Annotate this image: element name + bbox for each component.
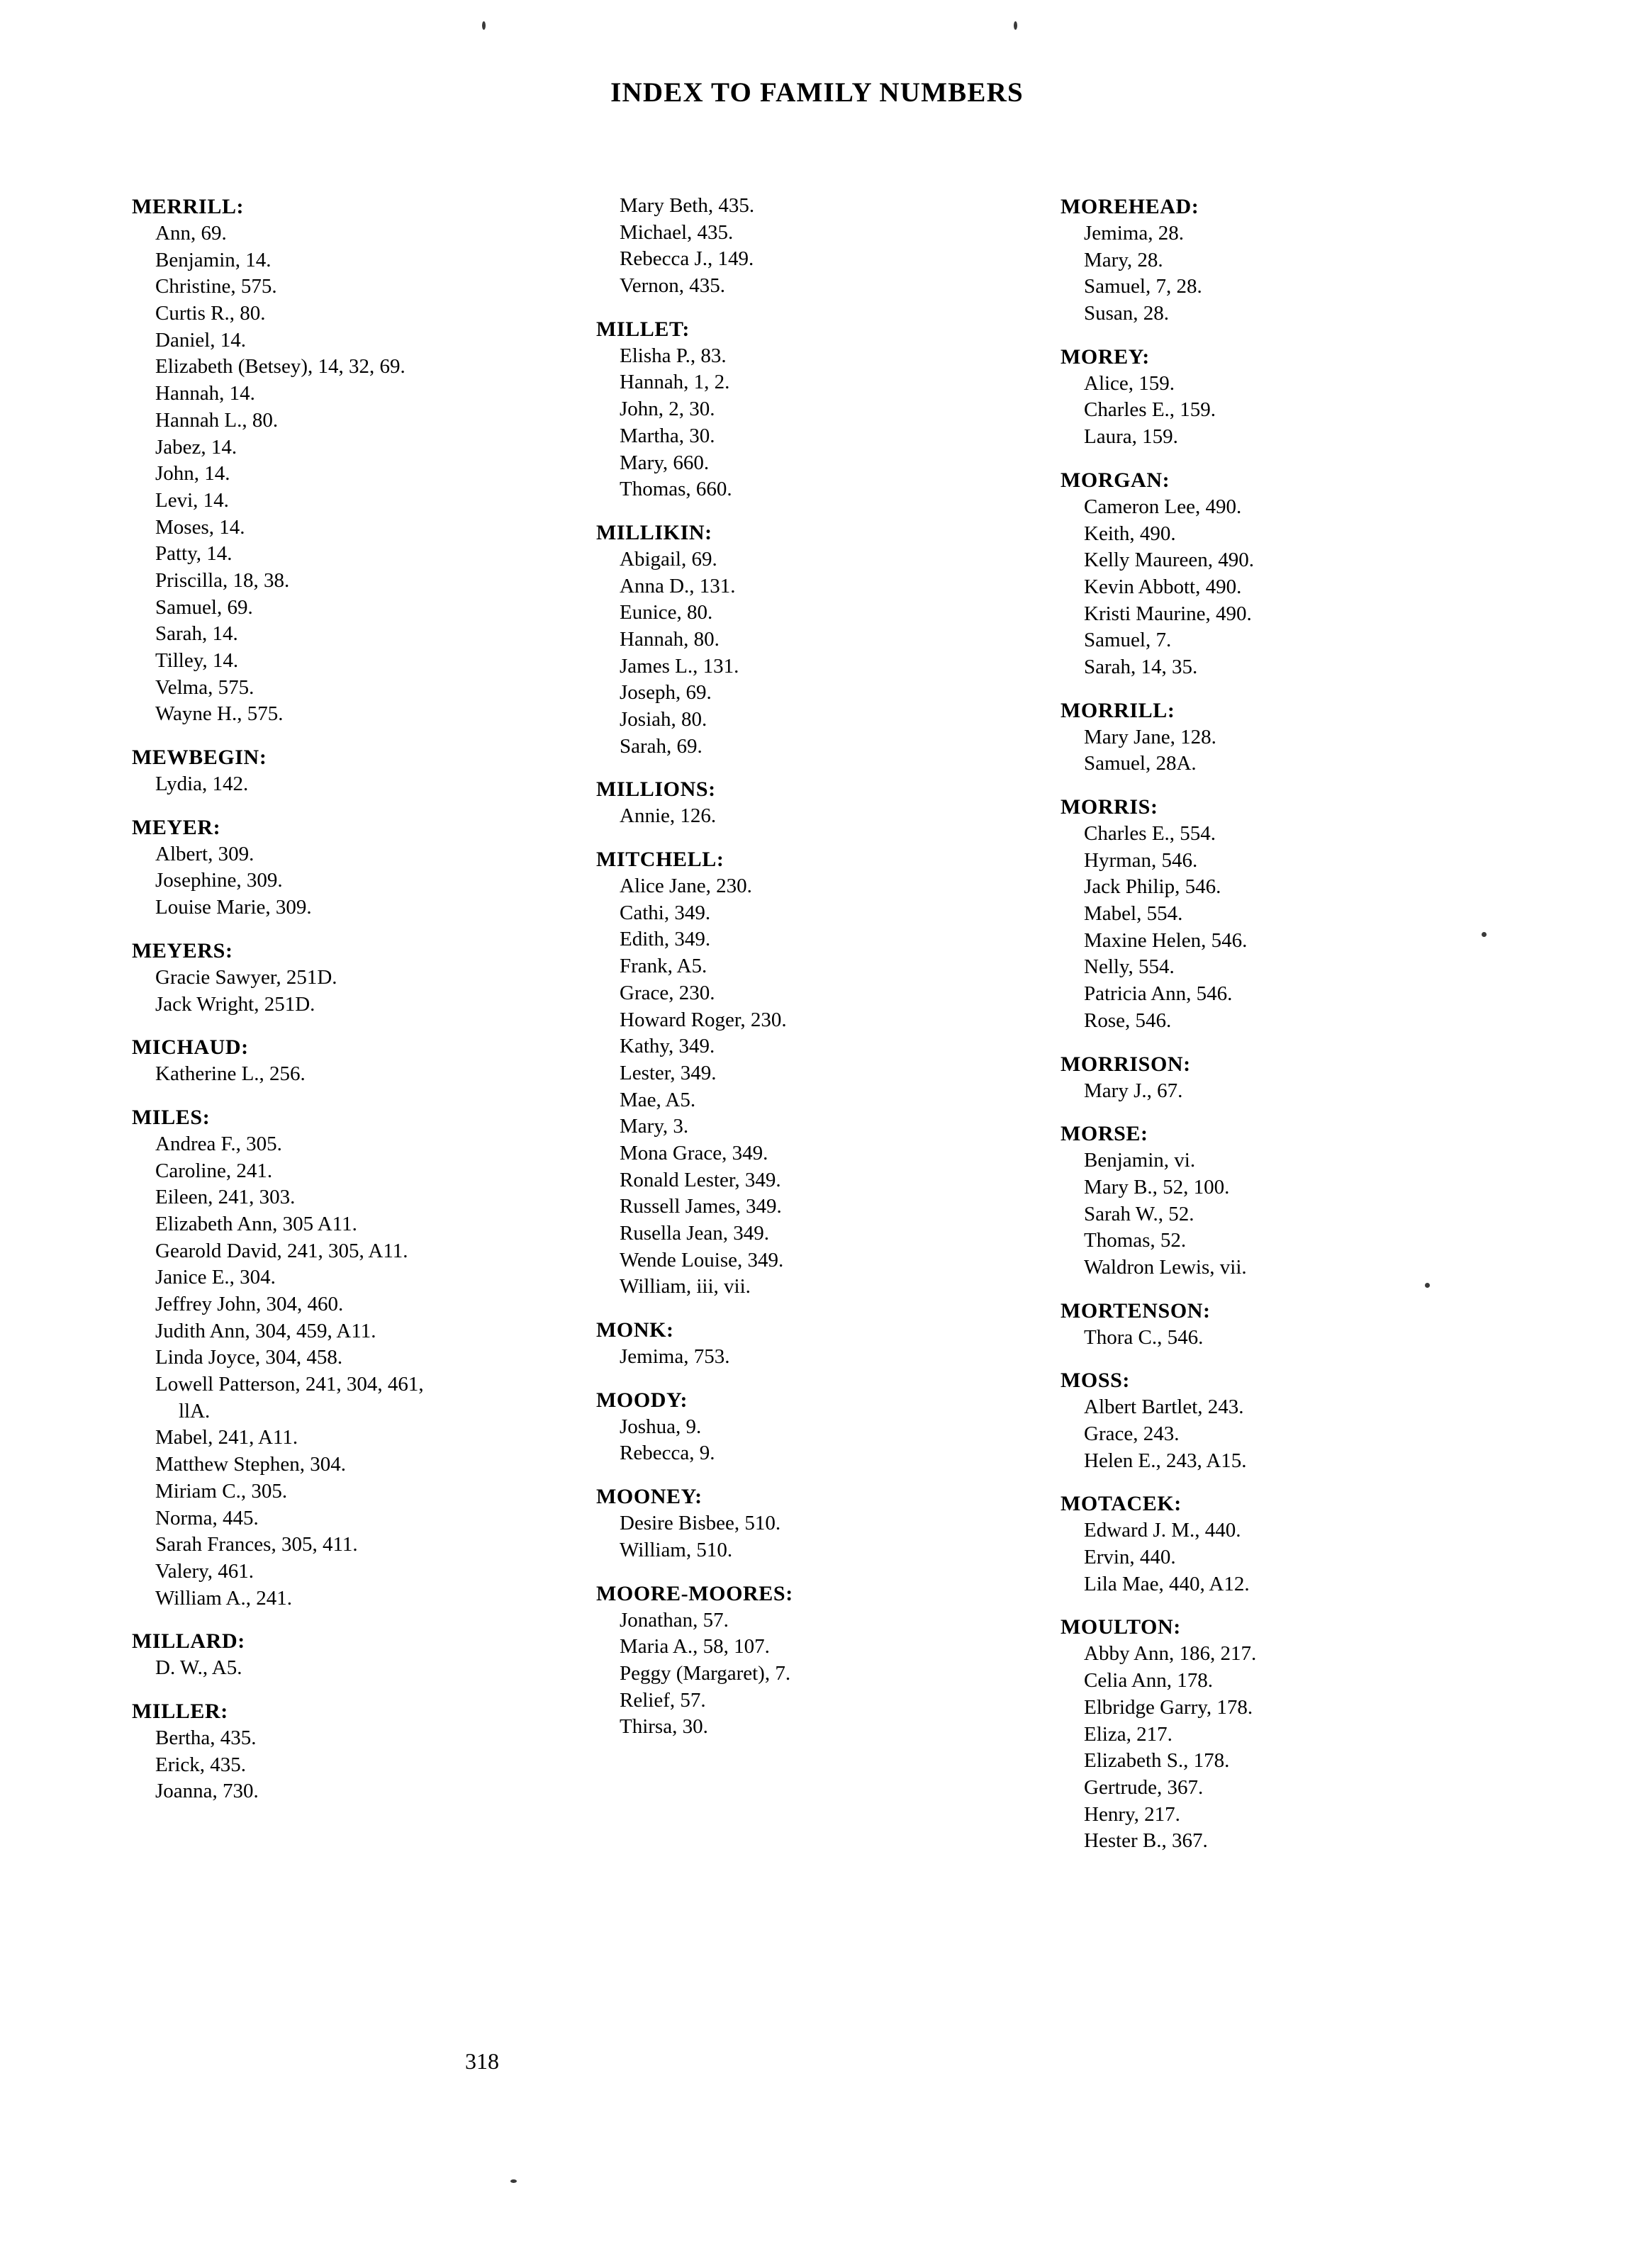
surname-heading: MONK:	[596, 1318, 674, 1342]
index-entry: Mae, A5.	[620, 1088, 696, 1111]
index-entry: Sarah, 14, 35.	[1084, 655, 1198, 678]
index-entry: Mary B., 52, 100.	[1084, 1175, 1230, 1198]
index-entry: John, 2, 30.	[620, 398, 715, 421]
index-entry: Benjamin, vi.	[1084, 1149, 1196, 1172]
index-entry: Rose, 546.	[1084, 1009, 1172, 1032]
index-entry: Erick, 435.	[155, 1753, 247, 1776]
index-group	[132, 743, 564, 798]
index-entry: Hannah, 80.	[620, 627, 720, 651]
index-entry: Edith, 349.	[620, 928, 711, 951]
index-entry: Kevin Abbott, 490.	[1084, 575, 1242, 598]
index-entry: Matthew Stephen, 304.	[155, 1453, 347, 1476]
index-entry: Kristi Maurine, 490.	[1084, 602, 1252, 625]
index-entry: Ann, 69.	[155, 222, 227, 245]
index-group	[132, 1104, 564, 1612]
index-entry: Judith Ann, 304, 459, A11.	[155, 1319, 376, 1342]
index-entry: James L., 131.	[620, 654, 739, 678]
index-entry: Katherine L., 256.	[155, 1062, 306, 1086]
index-entry: Ervin, 440.	[1084, 1546, 1176, 1569]
index-group	[596, 1316, 1029, 1371]
index-entry: Sarah Frances, 305, 411.	[155, 1533, 358, 1556]
surname-heading: MOTACEK:	[1061, 1492, 1182, 1516]
surname-heading: MITCHELL:	[596, 848, 724, 872]
surname-heading: MILES:	[132, 1105, 211, 1129]
index-column	[1061, 193, 1493, 1870]
index-group	[1061, 697, 1493, 777]
surname-heading: MILLARD:	[132, 1629, 245, 1654]
index-entry: Nelly, 554.	[1084, 955, 1175, 979]
index-entry: Louise Marie, 309.	[155, 896, 312, 919]
index-entry: llA.	[179, 1399, 211, 1422]
index-entry: Christine, 575.	[155, 275, 277, 298]
index-entry: William A., 241.	[155, 1586, 292, 1610]
index-entry: Mabel, 241, A11.	[155, 1426, 298, 1449]
surname-heading: MOORE-MOORES:	[596, 1581, 793, 1605]
index-entry: Charles E., 159.	[1084, 398, 1216, 422]
index-entry: Josephine, 309.	[155, 869, 283, 892]
scan-speck	[482, 21, 486, 30]
index-group	[596, 1386, 1029, 1467]
index-entry: Jeffrey John, 304, 460.	[155, 1293, 344, 1315]
index-entry: Rebecca, 9.	[620, 1442, 715, 1465]
index-entry: Eliza, 217.	[1084, 1722, 1173, 1746]
surname-heading: MORRILL:	[1061, 698, 1175, 722]
index-entry: Waldron Lewis, vii.	[1084, 1255, 1247, 1279]
index-entry: Patricia Ann, 546.	[1084, 982, 1233, 1006]
index-group	[1061, 1490, 1493, 1598]
index-entry: Tilley, 14.	[155, 649, 239, 672]
index-entry: Sarah, 69.	[620, 734, 703, 758]
index-entry: Jemima, 753.	[620, 1345, 730, 1369]
surname-heading: MORSE:	[1061, 1122, 1148, 1146]
index-entry: Hester B., 367.	[1084, 1829, 1208, 1853]
index-group	[132, 1033, 564, 1088]
surname-heading: MILLIONS:	[596, 777, 716, 802]
index-entry: Keith, 490.	[1084, 522, 1176, 545]
index-group	[596, 1580, 1029, 1741]
index-group	[596, 846, 1029, 1301]
index-entry: Gracie Sawyer, 251D.	[155, 965, 337, 989]
index-entry: Grace, 243.	[1084, 1422, 1180, 1445]
surname-heading: MEWBEGIN:	[132, 746, 267, 770]
index-entry: Levi, 14.	[155, 488, 229, 512]
index-entry: Maxine Helen, 546.	[1084, 928, 1248, 952]
index-entry: Ronald Lester, 349.	[620, 1168, 781, 1191]
index-entry: Elisha P., 83.	[620, 344, 727, 367]
index-entry: Lila Mae, 440, A12.	[1084, 1572, 1250, 1595]
index-entry: Lydia, 142.	[155, 773, 249, 796]
index-entry: Samuel, 7.	[1084, 629, 1172, 652]
index-group	[1061, 1613, 1493, 1855]
index-entry: Laura, 159.	[1084, 425, 1178, 449]
index-entry: Samuel, 69.	[155, 595, 253, 619]
index-entry: Thora C., 546.	[1084, 1325, 1204, 1349]
index-group	[596, 775, 1029, 830]
index-entry: Miriam C., 305.	[155, 1479, 288, 1503]
index-entry: John, 14.	[155, 462, 230, 485]
scan-speck	[1425, 1283, 1430, 1288]
index-entry: Priscilla, 18, 38.	[155, 568, 290, 592]
index-entry: Mary, 28.	[1084, 248, 1163, 271]
index-columns	[132, 193, 1507, 1870]
index-group	[1061, 1050, 1493, 1105]
index-entry: Henry, 217.	[1084, 1802, 1180, 1826]
index-entry: Thomas, 660.	[620, 478, 732, 501]
index-entry: Celia Ann, 178.	[1084, 1669, 1214, 1692]
index-entry: Michael, 435.	[620, 220, 734, 244]
index-entry: Annie, 126.	[620, 804, 717, 828]
index-entry: Lester, 349.	[620, 1061, 717, 1084]
surname-heading: MEYER:	[132, 815, 221, 839]
surname-heading: MOONEY:	[596, 1485, 703, 1509]
index-entry: Kathy, 349.	[620, 1035, 715, 1058]
index-entry: Samuel, 7, 28.	[1084, 275, 1202, 298]
index-entry: William, iii, vii.	[620, 1275, 751, 1298]
index-entry: Janice E., 304.	[155, 1266, 276, 1289]
index-group	[596, 1483, 1029, 1564]
index-entry: Albert, 309.	[155, 842, 254, 865]
index-entry: Patty, 14.	[155, 542, 233, 566]
index-entry: Wayne H., 575.	[155, 702, 284, 726]
index-entry: Mary Beth, 435.	[620, 194, 755, 217]
surname-heading: MILLIKIN:	[596, 520, 712, 544]
index-entry: Linda Joyce, 304, 458.	[155, 1346, 343, 1369]
surname-heading: MOULTON:	[1061, 1615, 1181, 1639]
index-entry: Sarah W., 52.	[1084, 1202, 1194, 1225]
index-entry: Cameron Lee, 490.	[1084, 495, 1242, 518]
index-entry: Wende Louise, 349.	[620, 1248, 784, 1271]
index-entry: Hyrman, 546.	[1084, 848, 1198, 872]
index-entry: Vernon, 435.	[620, 274, 726, 298]
index-entry: Curtis R., 80.	[155, 302, 266, 325]
index-entry: Alice Jane, 230.	[620, 875, 752, 898]
index-entry: Elizabeth Ann, 305 A11.	[155, 1212, 357, 1235]
index-entry: Samuel, 28A.	[1084, 752, 1197, 775]
surname-heading: MICHAUD:	[132, 1035, 249, 1060]
surname-heading: MORRISON:	[1061, 1052, 1191, 1076]
surname-heading: MORTENSON:	[1061, 1298, 1211, 1323]
index-column	[132, 193, 564, 1821]
index-entry: Kelly Maureen, 490.	[1084, 549, 1254, 572]
index-entry: Elizabeth S., 178.	[1084, 1749, 1230, 1773]
index-entry: Moses, 14.	[155, 515, 245, 539]
index-entry: Velma, 575.	[155, 675, 254, 699]
index-entry: Gertrude, 367.	[1084, 1775, 1204, 1799]
index-entry: Jemima, 28.	[1084, 222, 1184, 245]
index-entry: Gearold David, 241, 305, A11.	[155, 1239, 408, 1262]
index-entry: Hannah L., 80.	[155, 408, 279, 432]
index-entry: Hannah, 14.	[155, 382, 255, 405]
scan-speck	[1482, 932, 1487, 937]
index-entry: Martha, 30.	[620, 424, 715, 447]
page-title: INDEX TO FAMILY NUMBERS	[610, 77, 1024, 108]
surname-heading: MERRILL:	[132, 195, 245, 218]
index-group	[1061, 1366, 1493, 1474]
index-entry: Mabel, 554.	[1084, 902, 1183, 926]
surname-heading: MOREY:	[1061, 344, 1150, 369]
index-entry: Daniel, 14.	[155, 328, 247, 352]
index-entry: Desire Bisbee, 510.	[620, 1512, 781, 1535]
index-entry: Peggy (Margaret), 7.	[620, 1661, 791, 1685]
index-entry: Alice, 159.	[1084, 371, 1175, 395]
index-entry: Eileen, 241, 303.	[155, 1186, 296, 1209]
index-entry: Caroline, 241.	[155, 1159, 273, 1182]
index-entry: Thomas, 52.	[1084, 1229, 1187, 1252]
index-entry: Susan, 28.	[1084, 302, 1170, 325]
index-entry: Bertha, 435.	[155, 1726, 257, 1749]
index-entry: Albert Bartlet, 243.	[1084, 1396, 1244, 1419]
index-entry: Josiah, 80.	[620, 708, 707, 731]
page-number: 318	[465, 2048, 499, 2074]
index-entry: Edward J. M., 440.	[1084, 1519, 1241, 1542]
index-entry: Rebecca J., 149.	[620, 247, 754, 271]
index-group	[1061, 466, 1493, 681]
surname-heading: MORGAN:	[1061, 468, 1170, 492]
index-entry: Joshua, 9.	[620, 1415, 702, 1438]
index-entry: Anna D., 131.	[620, 574, 736, 597]
surname-heading: MOREHEAD:	[1061, 195, 1199, 218]
index-group	[132, 937, 564, 1018]
index-entry: Benjamin, 14.	[155, 248, 272, 271]
index-group	[596, 519, 1029, 760]
scan-speck	[1014, 21, 1017, 30]
index-entry: Joseph, 69.	[620, 681, 712, 704]
index-entry: Cathi, 349.	[620, 901, 711, 924]
index-group	[1061, 793, 1493, 1035]
index-entry: Lowell Patterson, 241, 304, 461,	[155, 1373, 424, 1396]
index-entry: Charles E., 554.	[1084, 822, 1216, 845]
index-entry: Thirsa, 30.	[620, 1715, 708, 1739]
index-group	[596, 315, 1029, 503]
index-entry: Mary, 660.	[620, 451, 710, 474]
index-entry: Eunice, 80.	[620, 601, 713, 624]
surname-heading: MILLER:	[132, 1699, 228, 1723]
index-entry: Joanna, 730.	[155, 1780, 259, 1803]
index-entry: Valery, 461.	[155, 1559, 254, 1583]
index-entry: Sarah, 14.	[155, 622, 238, 646]
index-group	[132, 193, 564, 728]
index-entry: Jack Wright, 251D.	[155, 992, 315, 1016]
index-entry: William, 510.	[620, 1538, 733, 1561]
index-entry: Jabez, 14.	[155, 435, 237, 459]
index-entry: D. W., A5.	[155, 1656, 242, 1680]
scan-speck	[510, 2179, 517, 2183]
index-entry: Mary Jane, 128.	[1084, 725, 1216, 748]
index-entry: Jack Philip, 546.	[1084, 875, 1221, 899]
index-entry: Rusella Jean, 349.	[620, 1222, 770, 1245]
surname-heading: MILLET:	[596, 317, 690, 341]
index-entry: Frank, A5.	[620, 955, 707, 978]
index-column	[596, 193, 1029, 1756]
surname-heading: MOODY:	[596, 1388, 688, 1412]
index-group	[132, 1627, 564, 1682]
index-entry: Abigail, 69.	[620, 547, 717, 571]
index-entry: Elbridge Garry, 178.	[1084, 1695, 1253, 1719]
index-entry: Mary, 3.	[620, 1115, 689, 1138]
index-entry: Hannah, 1, 2.	[620, 371, 730, 394]
index-group	[1061, 343, 1493, 451]
index-entry: Andrea F., 305.	[155, 1132, 282, 1155]
surname-heading: MEYERS:	[132, 938, 233, 962]
index-entry: Mona Grace, 349.	[620, 1141, 768, 1164]
index-group	[132, 814, 564, 921]
index-entry: Norma, 445.	[155, 1506, 259, 1529]
surname-heading: MORRIS:	[1061, 795, 1158, 819]
index-entry: Helen E., 243, A15.	[1084, 1449, 1247, 1472]
index-entry: Maria A., 58, 107.	[620, 1635, 770, 1658]
index-group	[132, 1697, 564, 1805]
index-entry: Jonathan, 57.	[620, 1608, 729, 1632]
index-group	[1061, 193, 1493, 327]
index-group	[1061, 1120, 1493, 1281]
index-entry: Mary J., 67.	[1084, 1079, 1183, 1102]
index-group	[1061, 1297, 1493, 1352]
index-entry: Elizabeth (Betsey), 14, 32, 69.	[155, 355, 405, 378]
index-entry: Howard Roger, 230.	[620, 1008, 787, 1031]
index-entry: Relief, 57.	[620, 1688, 706, 1712]
surname-heading: MOSS:	[1061, 1369, 1131, 1393]
index-group	[596, 193, 1029, 300]
index-entry: Abby Ann, 186, 217.	[1084, 1642, 1257, 1666]
index-entry: Russell James, 349.	[620, 1195, 782, 1218]
index-entry: Grace, 230.	[620, 981, 715, 1004]
